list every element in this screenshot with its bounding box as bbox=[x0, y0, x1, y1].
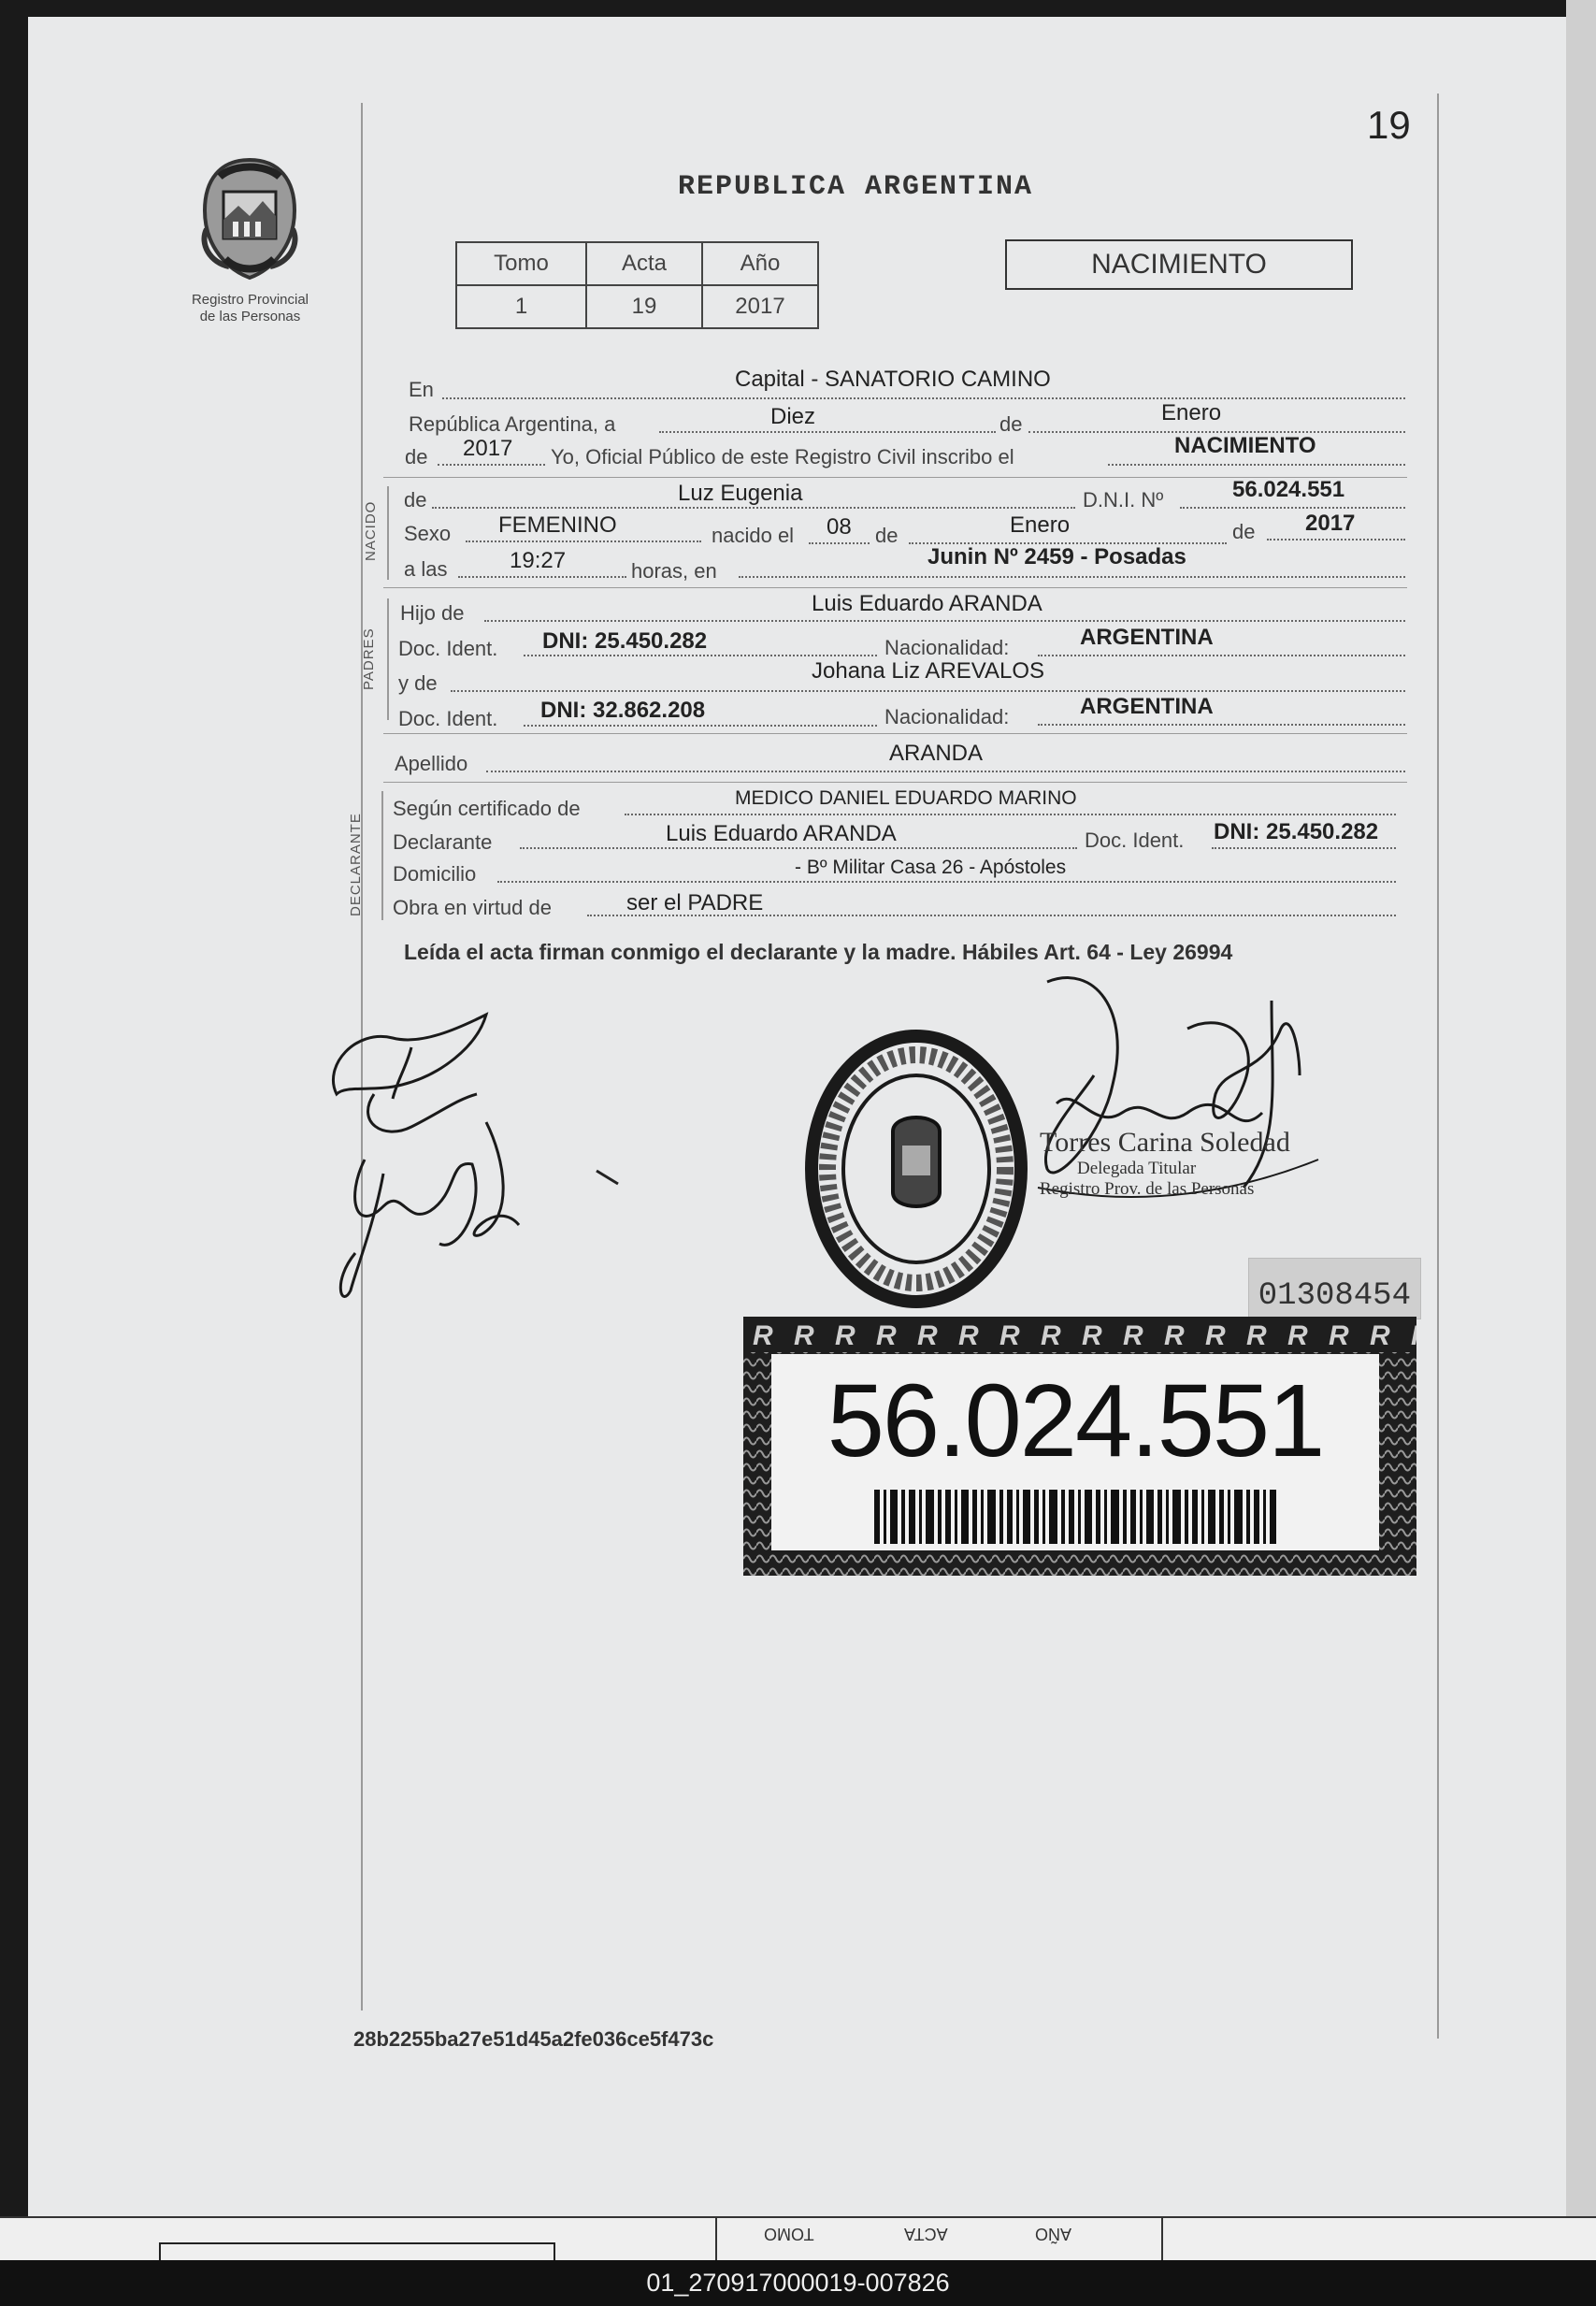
acta-value: 19 bbox=[586, 285, 702, 328]
day-value: Diez bbox=[770, 404, 816, 429]
official-office: Registro Prov. de las Personas bbox=[1040, 1179, 1255, 1199]
dotted-line bbox=[438, 464, 545, 466]
next-page-acta: ACTA bbox=[904, 2225, 948, 2243]
inscribo-label: Yo, Oficial Público de este Registro Civil inscribo el bbox=[551, 445, 1014, 468]
dotted-line bbox=[1212, 847, 1396, 849]
inscribo-value: NACIMIENTO bbox=[1174, 433, 1316, 458]
birth-day-value: 08 bbox=[827, 514, 852, 540]
de3-label: de bbox=[875, 524, 899, 547]
child-dni-value: 56.024.551 bbox=[1232, 477, 1345, 502]
official-name: Torres Carina Soledad bbox=[1040, 1127, 1290, 1158]
reference-table bbox=[455, 241, 819, 329]
dotted-line bbox=[486, 771, 1405, 772]
dotted-line bbox=[520, 847, 1077, 849]
mother-nationality-value: ARGENTINA bbox=[1080, 694, 1214, 719]
sexo-label: Sexo bbox=[404, 522, 452, 545]
section-bracket bbox=[387, 598, 389, 720]
section-divider bbox=[383, 587, 1407, 588]
document-title: REPUBLICA ARGENTINA bbox=[678, 171, 1034, 203]
apellido-value: ARANDA bbox=[889, 741, 984, 766]
birth-year-value: 2017 bbox=[1305, 511, 1356, 536]
nacido-side-label: NACIDO bbox=[363, 500, 379, 561]
doc-label: Doc. Ident. bbox=[398, 637, 498, 660]
dotted-line bbox=[442, 397, 1405, 399]
father-nationality-value: ARGENTINA bbox=[1080, 625, 1214, 650]
dotted-line bbox=[659, 431, 996, 433]
declarant-signature bbox=[318, 1010, 542, 1309]
dotted-line bbox=[809, 542, 870, 544]
sticker-number: 56.024.551 bbox=[827, 1363, 1324, 1478]
next-page-strip bbox=[0, 2216, 1596, 2262]
barcode bbox=[874, 1490, 1276, 1544]
anio-header: Año bbox=[702, 242, 818, 285]
declarante-doc-value: DNI: 25.450.282 bbox=[1214, 819, 1379, 844]
sticker-label bbox=[771, 1354, 1379, 1550]
official-seal bbox=[804, 1029, 1028, 1309]
dotted-line bbox=[451, 690, 1405, 692]
certificado-label: Según certificado de bbox=[393, 797, 581, 820]
record-type-box: NACIMIENTO bbox=[1005, 239, 1353, 290]
section-divider bbox=[383, 733, 1407, 734]
page-edge bbox=[1566, 0, 1596, 2254]
a-las-label: a las bbox=[404, 557, 448, 581]
child-name-value: Luz Eugenia bbox=[678, 481, 803, 506]
dotted-line bbox=[524, 655, 877, 656]
official-role: Delegada Titular bbox=[1077, 1159, 1197, 1178]
closing-statement: Leída el acta firman conmigo el declarante y la madre. Hábiles Art. 64 - Ley 26994 bbox=[404, 940, 1233, 964]
birth-month-value: Enero bbox=[1010, 512, 1071, 538]
next-page-table bbox=[715, 2218, 1163, 2261]
section-divider bbox=[383, 782, 1407, 783]
domicilio-value: - Bº Militar Casa 26 - Apóstoles bbox=[795, 857, 1067, 878]
en-label: En bbox=[409, 378, 434, 401]
mother-doc-value: DNI: 32.862.208 bbox=[540, 698, 706, 723]
document-hash: 28b2255ba27e51d45a2fe036ce5f473c bbox=[353, 2027, 714, 2051]
dotted-line bbox=[1038, 655, 1405, 656]
declarante-label: Declarante bbox=[393, 830, 493, 854]
id-sticker bbox=[743, 1317, 1416, 1576]
month-value: Enero bbox=[1161, 400, 1222, 425]
right-margin-line bbox=[1437, 94, 1439, 2039]
province-crest-logo bbox=[192, 154, 308, 285]
page-number: 19 bbox=[1367, 103, 1411, 147]
doc2-label: Doc. Ident. bbox=[398, 707, 498, 730]
tomo-value: 1 bbox=[456, 285, 586, 328]
place-value: Capital - SANATORIO CAMINO bbox=[735, 367, 1051, 392]
birth-place-value: Junin Nº 2459 - Posadas bbox=[927, 544, 1186, 569]
domicilio-label: Domicilio bbox=[393, 862, 477, 886]
obra-value: ser el PADRE bbox=[626, 890, 764, 915]
declarante-value: Luis Eduardo ARANDA bbox=[666, 821, 897, 846]
dotted-line bbox=[1038, 724, 1405, 726]
dotted-line bbox=[458, 576, 626, 578]
tomo-header: Tomo bbox=[456, 242, 586, 285]
certificado-value: MEDICO DANIEL EDUARDO MARINO bbox=[735, 787, 1077, 809]
year-value: 2017 bbox=[463, 436, 513, 461]
declarante-side-label: DECLARANTE bbox=[348, 813, 364, 916]
name-label: de bbox=[404, 488, 427, 512]
image-caption-bar bbox=[0, 2260, 1596, 2306]
next-page-anio: AÑO bbox=[1035, 2225, 1072, 2243]
acta-header: Acta bbox=[586, 242, 702, 285]
de2-label: de bbox=[405, 445, 428, 468]
anio-value: 2017 bbox=[702, 285, 818, 328]
dotted-line bbox=[432, 507, 1075, 509]
dotted-line bbox=[739, 576, 1405, 578]
image-caption: 01_270917000019-007826 bbox=[646, 2269, 950, 2297]
birth-time-value: 19:27 bbox=[510, 548, 567, 573]
nacido-el-label: nacido el bbox=[712, 524, 795, 547]
father-name-value: Luis Eduardo ARANDA bbox=[812, 591, 1042, 616]
registry-caption: Registro Provincial de las Personas bbox=[191, 292, 309, 324]
republica-label: República Argentina, a bbox=[409, 412, 616, 436]
next-page-tomo: TOMO bbox=[764, 2225, 814, 2243]
official-block bbox=[1040, 1127, 1290, 1200]
de4-label: de bbox=[1232, 520, 1256, 543]
de-label: de bbox=[999, 412, 1023, 436]
nacionalidad-label: Nacionalidad: bbox=[884, 636, 1010, 659]
horas-label: horas, en bbox=[631, 559, 717, 583]
doc3-label: Doc. Ident. bbox=[1085, 829, 1185, 852]
nacionalidad2-label: Nacionalidad: bbox=[884, 705, 1010, 728]
section-bracket bbox=[381, 791, 383, 920]
hijo-label: Hijo de bbox=[400, 601, 465, 625]
dotted-line bbox=[466, 540, 701, 542]
yde-label: y de bbox=[398, 671, 438, 695]
dotted-line bbox=[524, 725, 877, 727]
dotted-line bbox=[1267, 539, 1405, 540]
dni-label: D.N.I. Nº bbox=[1083, 488, 1164, 512]
dotted-line bbox=[497, 881, 1396, 883]
dotted-line bbox=[484, 620, 1405, 622]
dotted-line bbox=[1108, 464, 1405, 466]
dotted-line bbox=[625, 814, 1396, 815]
section-bracket bbox=[387, 486, 389, 580]
sexo-value: FEMENINO bbox=[498, 512, 617, 538]
pen-mark bbox=[595, 1169, 623, 1188]
obra-label: Obra en virtud de bbox=[393, 896, 552, 919]
apellido-label: Apellido bbox=[395, 752, 468, 775]
padres-side-label: PADRES bbox=[361, 627, 377, 690]
dotted-line bbox=[1180, 507, 1405, 509]
mother-name-value: Johana Liz AREVALOS bbox=[812, 658, 1045, 684]
serial-number: 01308454 bbox=[1248, 1258, 1421, 1319]
father-doc-value: DNI: 25.450.282 bbox=[542, 628, 708, 654]
